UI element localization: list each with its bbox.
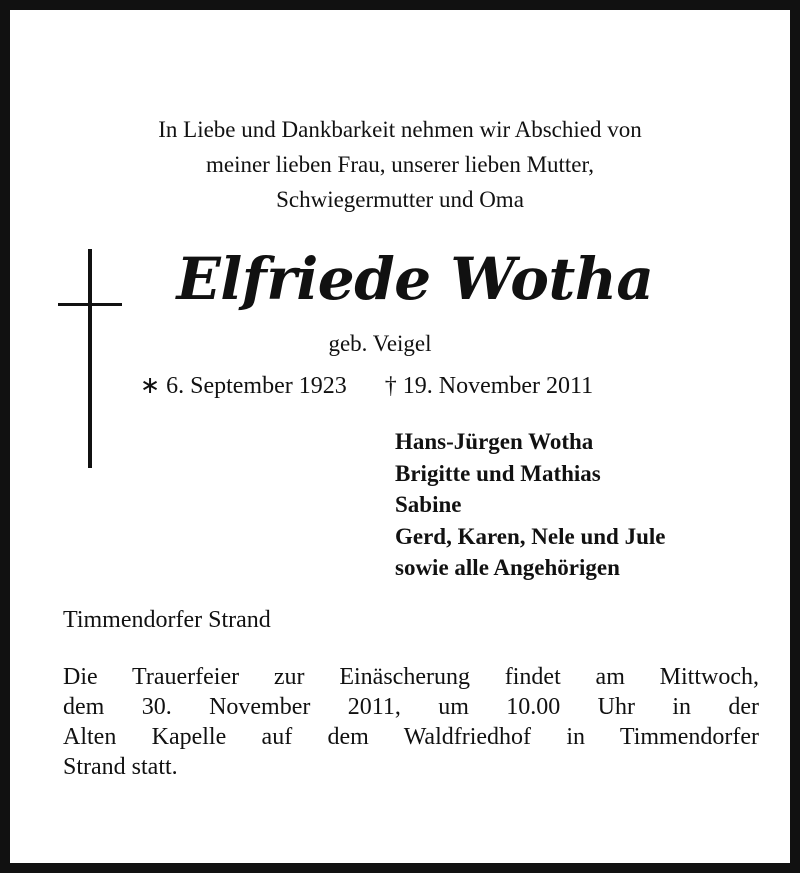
birth-date: ∗ 6. September 1923 bbox=[140, 373, 347, 399]
intro-text bbox=[50, 112, 750, 217]
death-date: † 19. November 2011 bbox=[384, 373, 594, 399]
intro-line: Schwiegermutter und Oma bbox=[276, 187, 524, 212]
mourner-line: Gerd, Karen, Nele und Jule bbox=[395, 523, 666, 549]
mourner-line: sowie alle Angehörigen bbox=[395, 555, 620, 580]
mourners-list bbox=[395, 426, 665, 584]
notice-line: dem 30. November 2011, um 10.00 Uhr in der bbox=[63, 694, 759, 720]
cross-horizontal-bar bbox=[58, 303, 122, 306]
cross-vertical-bar bbox=[88, 249, 92, 468]
notice-line: Die Trauerfeier zur Einäscherung findet am Mittwoch, bbox=[63, 664, 759, 690]
life-dates bbox=[140, 370, 593, 402]
maiden-name: geb. Veigel bbox=[328, 331, 432, 356]
mourner-line: Hans-Jürgen Wotha bbox=[395, 429, 594, 454]
notice-line: Strand statt. bbox=[63, 754, 178, 780]
notice-line: Alten Kapelle auf dem Waldfriedhof in Timmendorfer bbox=[63, 724, 759, 750]
funeral-notice bbox=[63, 662, 759, 782]
place-of-residence: Timmendorfer Strand bbox=[63, 607, 271, 633]
mourner-line: Brigitte und Mathias bbox=[395, 460, 601, 486]
mourner-line: Sabine bbox=[395, 492, 462, 517]
deceased-name: Elfriede Wotha bbox=[176, 245, 654, 313]
intro-line: meiner lieben Frau, unserer lieben Mutter, bbox=[205, 152, 595, 177]
intro-line: In Liebe und Dankbarkeit nehmen wir Abschied von bbox=[158, 117, 642, 142]
